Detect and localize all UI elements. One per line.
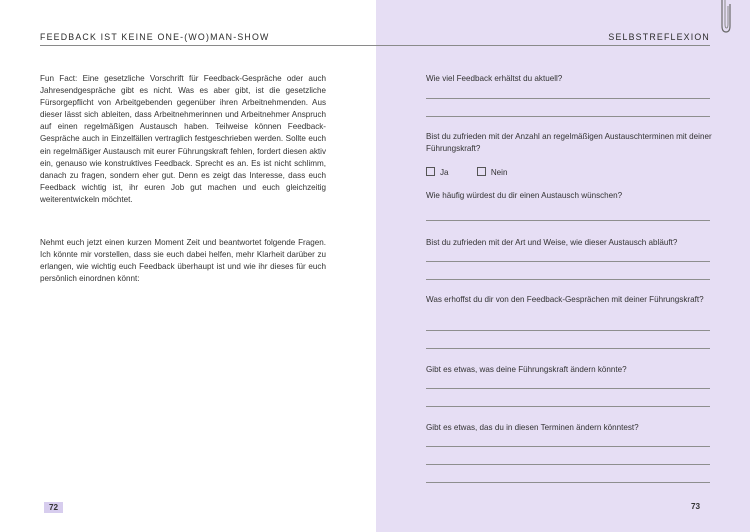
- answer-line[interactable]: [426, 116, 710, 117]
- answer-line[interactable]: [426, 348, 710, 349]
- answer-line[interactable]: [426, 279, 710, 280]
- right-running-header: SELBSTREFLEXION: [608, 32, 710, 42]
- question-1: Wie viel Feedback erhältst du aktuell?: [426, 74, 563, 83]
- answer-line[interactable]: [426, 98, 710, 99]
- answer-line[interactable]: [426, 482, 710, 483]
- yes-no-options: [426, 167, 533, 177]
- checkbox-icon[interactable]: [477, 167, 486, 176]
- page-number-left: 72: [44, 502, 63, 513]
- body-paragraph-2: Nehmt euch jetzt einen kurzen Moment Zeit und beantwortet folgende Fragen. Ich könnte mir vorstellen, dass sie euch dabei helfen, mehr Klarheit darüber zu erlangen, wie wichtig euch Feedback überhaupt ist und wie ihr dieses für euch persönlich einordnen könnt:: [40, 238, 326, 284]
- answer-line[interactable]: [426, 261, 710, 262]
- answer-line[interactable]: [426, 388, 710, 389]
- question-6: Gibt es etwas, was deine Führungskraft ändern könnte?: [426, 365, 627, 374]
- answer-line[interactable]: [426, 406, 710, 407]
- page-number-right: 73: [691, 502, 701, 511]
- answer-line[interactable]: [426, 220, 710, 221]
- question-4: Bist du zufrieden mit der Art und Weise, wie dieser Austausch abläuft?: [426, 238, 678, 247]
- question-3: Wie häufig würdest du dir einen Austausch wünschen?: [426, 191, 623, 200]
- option-no[interactable]: Nein: [477, 167, 508, 177]
- option-yes[interactable]: Ja: [426, 167, 449, 177]
- left-header-rule: [40, 45, 376, 46]
- question-7: Gibt es etwas, das du in diesen Terminen ändern könntest?: [426, 423, 639, 432]
- paperclip-icon: [718, 0, 732, 34]
- answer-line[interactable]: [426, 464, 710, 465]
- answer-line[interactable]: [426, 330, 710, 331]
- body-paragraph-1: Fun Fact: Eine gesetzliche Vorschrift für Feedback-Gespräche oder auch Jahresendgespräche gibt es nicht. Was es aber gibt, ist die gesetzliche Fürsorgepflicht von Arbeitgebenden gegenüber ihren Arbeitnehmenden. Aus dieser lässt sich ableiten, dass Arbeitnehmerinnen und Arbeitnehmer Anspruch auf einen regelmäßigen Austausch haben. Teilweise können Feedback-Gespräche auch in Einzelfällen vertraglich festgeschrieben werden. Sollte euch ein regelmäßiger Austausch mit eurer Führungskraft fehlen, fordert diesen aktiv ein, genauso wie konstruktives Feedback. Sprecht es an. Es ist nicht schlimm, danach zu fragen, sondern eher gut. Denn es zeigt das Interesse, dass euch Feedback wichtig ist, ihr euren Job gut machen und euch gleichzeitig weiterentwickeln möchtet.: [40, 74, 326, 204]
- answer-line[interactable]: [426, 446, 710, 447]
- question-5: Was erhoffst du dir von den Feedback-Gesprächen mit deiner Führungskraft?: [426, 295, 704, 304]
- checkbox-icon[interactable]: [426, 167, 435, 176]
- left-running-header: FEEDBACK IST KEINE ONE-(WO)MAN-SHOW: [40, 32, 270, 42]
- question-2: Bist du zufrieden mit der Anzahl an regelmäßigen Austauschterminen mit deiner Führungskraft?: [426, 132, 712, 154]
- right-header-rule: [376, 45, 710, 46]
